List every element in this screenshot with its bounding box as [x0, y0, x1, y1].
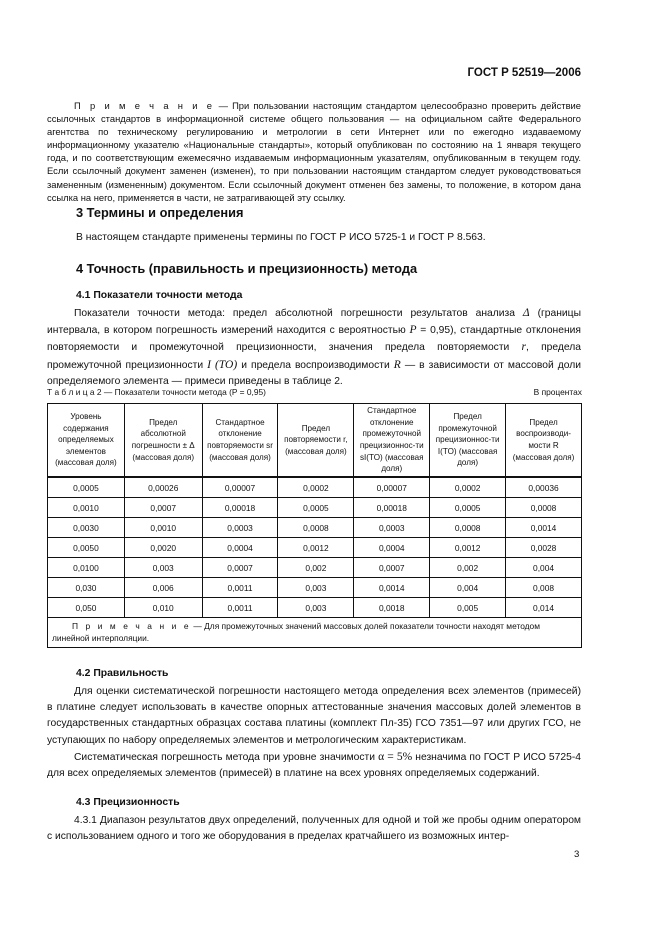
- table-cell: 0,0008: [430, 518, 506, 538]
- table-cell: 0,0018: [354, 598, 430, 618]
- subsection-4-3-heading: 4.3 Прецизионность: [76, 797, 180, 808]
- table-cell: 0,0005: [278, 498, 354, 518]
- section-3-text: В настоящем стандарте применены термины по ГОСТ Р ИСО 5725-1 и ГОСТ Р 8.563.: [76, 232, 486, 243]
- col-header-sr: Стандартное отклонение повторяемости sr (массовая доля): [202, 404, 278, 478]
- table-cell: 0,0020: [124, 538, 202, 558]
- table-cell: 0,002: [430, 558, 506, 578]
- document-id-header: ГОСТ Р 52519—2006: [467, 67, 581, 79]
- table-cell: 0,00026: [124, 477, 202, 498]
- table-cell: 0,003: [124, 558, 202, 578]
- table-cell: 0,00007: [202, 477, 278, 498]
- section-4-heading: 4 Точность (правильность и прецизионность) метода: [76, 261, 418, 276]
- table-units: В процентах: [533, 387, 582, 397]
- table-header-row: [48, 404, 582, 478]
- table-cell: 0,014: [506, 598, 582, 618]
- table-cell: 0,0011: [202, 578, 278, 598]
- table-cell: 0,0005: [430, 498, 506, 518]
- table-row: [48, 518, 582, 538]
- table-cell: 0,0003: [354, 518, 430, 538]
- table-cell: 0,010: [124, 598, 202, 618]
- table-cell: 0,0012: [278, 538, 354, 558]
- table-cell: 0,005: [430, 598, 506, 618]
- col-header-r: Предел повторяемости r, (массовая доля): [278, 404, 354, 478]
- table-cell: 0,0003: [202, 518, 278, 538]
- col-header-abs-error: Предел абсолютной погрешности ± Δ (массовая доля): [124, 404, 202, 478]
- table-cell: 0,0007: [124, 498, 202, 518]
- table-cell: 0,0014: [354, 578, 430, 598]
- reference-note: [47, 99, 581, 204]
- table-caption-row: [47, 387, 582, 397]
- table-cell: 0,004: [430, 578, 506, 598]
- table-cell: 0,0004: [354, 538, 430, 558]
- paragraph: Для оценки систематической погрешности настоящего метода определения всех элементов (примесей) в платине следует использовать в качестве опорных аттестованные значения массовых долей элементов в государственных стандартных образцах состава платины (комплект Пл-35) ГСО 7351—97 или других ГСО, не уступающих по набору определяемых элементов и метрологическим характеристикам.: [47, 686, 581, 746]
- table-note-row: [48, 618, 582, 648]
- paragraph: Систематическая погрешность метода при уровне значимости α = 5% незначима по ГОСТ Р ИСО 5725-4 для всех определяемых элементов (примесей) в платине на всех уровнях определяемых содержаний.: [47, 750, 581, 780]
- table-note: П р и м е ч а н и е — Для промежуточных значений массовых долей показатели точности находят методом линейной интерполяции.: [48, 618, 582, 648]
- table-cell: 0,008: [506, 578, 582, 598]
- col-header-ito: Предел промежуточной прецизионнос-ти I(TO) (массовая доля): [430, 404, 506, 478]
- table-cell: 0,0100: [48, 558, 125, 578]
- table-row: [48, 538, 582, 558]
- table-cell: 0,0030: [48, 518, 125, 538]
- table-cell: 0,00018: [202, 498, 278, 518]
- table-row: [48, 598, 582, 618]
- table-cell: 0,0008: [506, 498, 582, 518]
- table-caption: Т а б л и ц а 2 — Показатели точности метода (P = 0,95): [47, 387, 266, 397]
- table-cell: 0,0010: [48, 498, 125, 518]
- table-cell: 0,050: [48, 598, 125, 618]
- table-cell: 0,0008: [278, 518, 354, 538]
- note-label: П р и м е ч а н и е: [74, 100, 215, 111]
- subsection-4-3-text: 4.3.1 Диапазон результатов двух определений, полученных для одной и той же пробы одним оператором с использованием одного и того же оборудования в пределах кратчайшего из возможных интер-: [47, 815, 581, 843]
- section-3-heading: 3 Термины и определения: [76, 205, 244, 220]
- table-cell: 0,00036: [506, 477, 582, 498]
- table-cell: 0,0050: [48, 538, 125, 558]
- table-cell: 0,0014: [506, 518, 582, 538]
- table-cell: 0,006: [124, 578, 202, 598]
- table-cell: 0,030: [48, 578, 125, 598]
- table-cell: 0,0007: [354, 558, 430, 578]
- col-header-s-ito: Стандартное отклонение промежуточной прецизионнос-ти sI(TO) (массовая доля): [354, 404, 430, 478]
- subsection-4-2-text: [47, 684, 581, 782]
- subsection-4-1-text: Показатели точности метода: предел абсолютной погрешности результатов анализа Δ (границы интервала, в котором погрешность измерений находится с вероятностью P = 0,95), стандартные отклонения повторяемости и промежуточной прецизионности, значения предела повторяемости r, предела промежуточной прецизионности I (TO) и предела воспроизводимости R — в зависимости от массовой доли определяемого элемента — примеси приведены в таблице 2.: [47, 307, 581, 387]
- table-cell: 0,0004: [202, 538, 278, 558]
- note-text: — При пользовании настоящим стандартом целесообразно проверить действие ссылочных стандартов в информационной системе общего пользования — на официальном сайте Федерального агентства по техническому регулированию и метрологии в сети Интернет или по ежегодно издаваемому информационному указателю «Национальные стандарты», который опубликован по состоянию на 1 января текущего года, и по соответствующим ежемесячно издаваемым информационным указателям, опубликованным в текущем году. Если ссылочный документ заменен (изменен), то при пользовании настоящим стандартом следует руководствоваться замененным (измененным) документом. Если ссылочный документ отменен без замены, то положение, в котором дана ссылка на него, применяется в части, не затрагивающей эту ссылку.: [47, 100, 581, 203]
- table-cell: 0,0002: [430, 477, 506, 498]
- col-header-R: Предел воспроизводи-мости R (массовая доля): [506, 404, 582, 478]
- table-cell: 0,0011: [202, 598, 278, 618]
- table-cell: 0,0002: [278, 477, 354, 498]
- subsection-4-2-heading: 4.2 Правильность: [76, 668, 169, 679]
- table-cell: 0,00018: [354, 498, 430, 518]
- table-cell: 0,003: [278, 578, 354, 598]
- table-row: [48, 498, 582, 518]
- table-cell: 0,0005: [48, 477, 125, 498]
- table-cell: 0,002: [278, 558, 354, 578]
- table-cell: 0,0010: [124, 518, 202, 538]
- table-cell: 0,0007: [202, 558, 278, 578]
- table-row: [48, 578, 582, 598]
- page-number: 3: [574, 849, 580, 860]
- table-cell: 0,00007: [354, 477, 430, 498]
- col-header-level: Уровень содержания определяемых элементов (массовая доля): [48, 404, 125, 478]
- subsection-4-1-heading: 4.1 Показатели точности метода: [76, 290, 243, 301]
- table-cell: 0,0028: [506, 538, 582, 558]
- accuracy-table: [47, 403, 582, 648]
- table-cell: 0,003: [278, 598, 354, 618]
- table-row: [48, 477, 582, 498]
- table-cell: 0,004: [506, 558, 582, 578]
- table-row: [48, 558, 582, 578]
- table-cell: 0,0012: [430, 538, 506, 558]
